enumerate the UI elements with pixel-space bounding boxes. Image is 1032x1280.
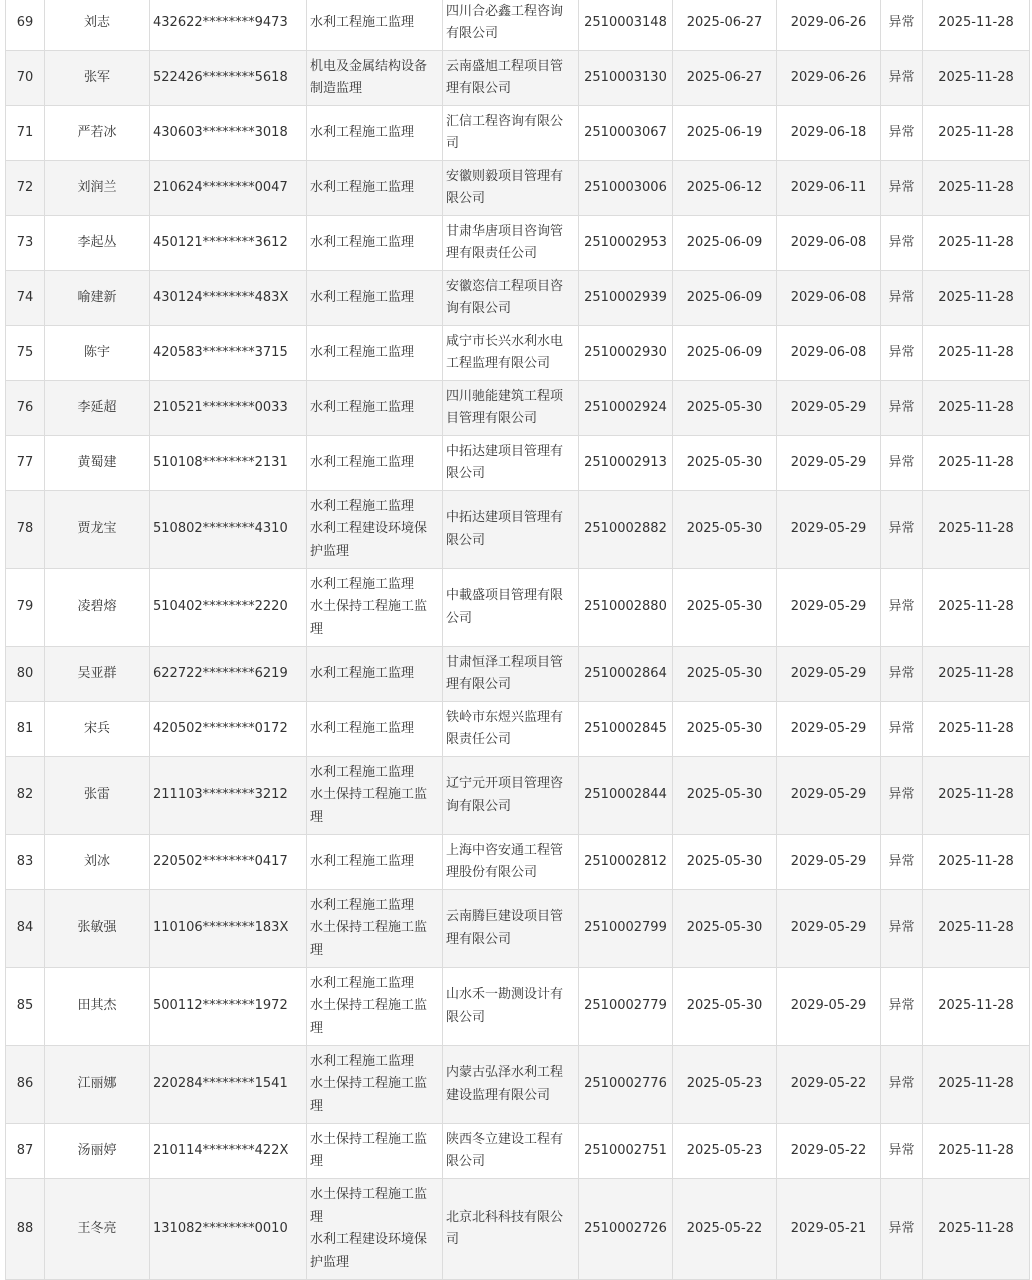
cell-specialty: [307, 890, 443, 968]
cell-expiry-date: 2029-05-29: [777, 381, 881, 436]
cell-specialty: [307, 216, 443, 271]
cell-expiry-date: 2029-05-29: [777, 647, 881, 702]
table-row: [6, 271, 1030, 326]
cell-number: 87: [6, 1124, 45, 1179]
cell-name: 喻建新: [45, 271, 150, 326]
cell-certificate-number: 2510003130: [579, 51, 673, 106]
cell-name: 李延超: [45, 381, 150, 436]
cell-name: 汤丽婷: [45, 1124, 150, 1179]
specialty-item: 水利工程施工监理: [310, 764, 415, 780]
table-row: [6, 436, 1030, 491]
cell-status: 异常: [881, 436, 923, 491]
specialty-item: 水利工程施工监理: [310, 344, 415, 360]
cell-record-date: 2025-11-28: [923, 757, 1030, 835]
cell-expiry-date: 2029-05-29: [777, 757, 881, 835]
cell-certificate-number: 2510002845: [579, 702, 673, 757]
cell-issue-date: 2025-05-30: [673, 381, 777, 436]
cell-expiry-date: 2029-05-29: [777, 890, 881, 968]
cell-number: 74: [6, 271, 45, 326]
cell-specialty: [307, 647, 443, 702]
cell-number: 81: [6, 702, 45, 757]
cell-certificate-number: 2510002844: [579, 757, 673, 835]
cell-specialty: [307, 326, 443, 381]
cell-issue-date: 2025-05-30: [673, 647, 777, 702]
cell-record-date: 2025-11-28: [923, 1046, 1030, 1124]
cell-issue-date: 2025-06-27: [673, 0, 777, 51]
cell-certificate-number: 2510002953: [579, 216, 673, 271]
cell-issue-date: 2025-06-09: [673, 216, 777, 271]
cell-certificate-number: 2510002726: [579, 1179, 673, 1280]
cell-issue-date: 2025-05-30: [673, 491, 777, 569]
cell-certificate-number: 2510002924: [579, 381, 673, 436]
cell-id-number: 510802********4310: [150, 491, 307, 569]
cell-record-date: 2025-11-28: [923, 216, 1030, 271]
cell-issue-date: 2025-06-12: [673, 161, 777, 216]
cell-number: 72: [6, 161, 45, 216]
table-row: [6, 1179, 1030, 1280]
cell-number: 75: [6, 326, 45, 381]
cell-status: 异常: [881, 968, 923, 1046]
specialty-item: 水利工程施工监理: [310, 853, 415, 869]
table-row: [6, 968, 1030, 1046]
cell-record-date: 2025-11-28: [923, 1179, 1030, 1280]
table-row: [6, 890, 1030, 968]
cell-specialty: [307, 835, 443, 890]
cell-id-number: 210114********422X: [150, 1124, 307, 1179]
supervisor-table: [5, 0, 1030, 1280]
cell-number: 77: [6, 436, 45, 491]
cell-certificate-number: 2510002880: [579, 569, 673, 647]
cell-expiry-date: 2029-05-29: [777, 436, 881, 491]
cell-id-number: 430124********483X: [150, 271, 307, 326]
cell-certificate-number: 2510002930: [579, 326, 673, 381]
table-row: [6, 381, 1030, 436]
cell-id-number: 420502********0172: [150, 702, 307, 757]
specialty-item: 水土保持工程施工监理: [310, 787, 428, 825]
cell-certificate-number: 2510002776: [579, 1046, 673, 1124]
cell-id-number: 500112********1972: [150, 968, 307, 1046]
cell-specialty: [307, 1179, 443, 1280]
cell-company: 云南腾巨建设项目管理有限公司: [443, 890, 579, 968]
cell-specialty: [307, 0, 443, 51]
cell-certificate-number: 2510002864: [579, 647, 673, 702]
cell-number: 76: [6, 381, 45, 436]
specialty-item: 水利工程施工监理: [310, 179, 415, 195]
cell-expiry-date: 2029-05-21: [777, 1179, 881, 1280]
cell-specialty: [307, 381, 443, 436]
cell-company: 甘肃华唐项目咨询管理有限责任公司: [443, 216, 579, 271]
cell-id-number: 510402********2220: [150, 569, 307, 647]
cell-specialty: [307, 271, 443, 326]
cell-company: 安徽恣信工程项目咨询有限公司: [443, 271, 579, 326]
cell-issue-date: 2025-05-30: [673, 757, 777, 835]
cell-expiry-date: 2029-05-29: [777, 702, 881, 757]
specialty-item: 水利工程施工监理: [310, 665, 415, 681]
cell-expiry-date: 2029-06-08: [777, 271, 881, 326]
cell-certificate-number: 2510003148: [579, 0, 673, 51]
cell-issue-date: 2025-05-30: [673, 569, 777, 647]
cell-company: 四川驰能建筑工程项目管理有限公司: [443, 381, 579, 436]
cell-status: 异常: [881, 381, 923, 436]
cell-name: 刘冰: [45, 835, 150, 890]
cell-issue-date: 2025-06-09: [673, 326, 777, 381]
cell-name: 田其杰: [45, 968, 150, 1046]
cell-status: 异常: [881, 702, 923, 757]
cell-status: 异常: [881, 216, 923, 271]
specialty-item: 水利工程施工监理: [310, 234, 415, 250]
cell-id-number: 210521********0033: [150, 381, 307, 436]
cell-expiry-date: 2029-06-26: [777, 0, 881, 51]
cell-number: 82: [6, 757, 45, 835]
cell-status: 异常: [881, 106, 923, 161]
cell-issue-date: 2025-05-30: [673, 835, 777, 890]
cell-status: 异常: [881, 271, 923, 326]
cell-status: 异常: [881, 1046, 923, 1124]
cell-name: 王冬亮: [45, 1179, 150, 1280]
cell-expiry-date: 2029-06-08: [777, 216, 881, 271]
cell-record-date: 2025-11-28: [923, 1124, 1030, 1179]
cell-record-date: 2025-11-28: [923, 0, 1030, 51]
specialty-item: 水利工程建设环境保护监理: [310, 521, 428, 559]
cell-record-date: 2025-11-28: [923, 835, 1030, 890]
specialty-item: 水利工程施工监理: [310, 720, 415, 736]
table-row: [6, 51, 1030, 106]
cell-specialty: [307, 51, 443, 106]
cell-company: 上海中咨安通工程管理股份有限公司: [443, 835, 579, 890]
cell-specialty: [307, 491, 443, 569]
specialty-item: 水利工程施工监理: [310, 14, 415, 30]
specialty-item: 水土保持工程施工监理: [310, 920, 428, 958]
specialty-item: 机电及金属结构设备制造监理: [310, 58, 428, 96]
cell-status: 异常: [881, 647, 923, 702]
cell-issue-date: 2025-06-19: [673, 106, 777, 161]
cell-company: 陕西冬立建设工程有限公司: [443, 1124, 579, 1179]
cell-id-number: 420583********3715: [150, 326, 307, 381]
cell-certificate-number: 2510002939: [579, 271, 673, 326]
cell-id-number: 432622********9473: [150, 0, 307, 51]
cell-company: 汇信工程咨询有限公司: [443, 106, 579, 161]
cell-record-date: 2025-11-28: [923, 436, 1030, 491]
specialty-item: 水利工程施工监理: [310, 454, 415, 470]
cell-specialty: [307, 968, 443, 1046]
cell-specialty: [307, 436, 443, 491]
cell-company: 咸宁市长兴水利水电工程监理有限公司: [443, 326, 579, 381]
cell-number: 84: [6, 890, 45, 968]
cell-expiry-date: 2029-05-22: [777, 1046, 881, 1124]
cell-company: 北京北科科技有限公司: [443, 1179, 579, 1280]
cell-issue-date: 2025-05-30: [673, 702, 777, 757]
cell-id-number: 211103********3212: [150, 757, 307, 835]
cell-number: 83: [6, 835, 45, 890]
cell-company: 四川合必鑫工程咨询有限公司: [443, 0, 579, 51]
cell-name: 张敏强: [45, 890, 150, 968]
table-body: [6, 0, 1030, 1280]
cell-name: 刘润兰: [45, 161, 150, 216]
cell-company: 中拓达建项目管理有限公司: [443, 436, 579, 491]
cell-record-date: 2025-11-28: [923, 161, 1030, 216]
cell-status: 异常: [881, 51, 923, 106]
cell-certificate-number: 2510002913: [579, 436, 673, 491]
cell-record-date: 2025-11-28: [923, 106, 1030, 161]
cell-number: 88: [6, 1179, 45, 1280]
cell-id-number: 110106********183X: [150, 890, 307, 968]
cell-name: 凌碧熔: [45, 569, 150, 647]
cell-number: 80: [6, 647, 45, 702]
cell-status: 异常: [881, 0, 923, 51]
cell-record-date: 2025-11-28: [923, 647, 1030, 702]
cell-record-date: 2025-11-28: [923, 968, 1030, 1046]
cell-expiry-date: 2029-05-29: [777, 835, 881, 890]
cell-certificate-number: 2510002882: [579, 491, 673, 569]
specialty-item: 水利工程施工监理: [310, 399, 415, 415]
table-row: [6, 702, 1030, 757]
cell-expiry-date: 2029-06-08: [777, 326, 881, 381]
cell-expiry-date: 2029-05-29: [777, 569, 881, 647]
cell-company: 中拓达建项目管理有限公司: [443, 491, 579, 569]
table-row: [6, 835, 1030, 890]
cell-number: 73: [6, 216, 45, 271]
cell-issue-date: 2025-05-30: [673, 436, 777, 491]
specialty-item: 水土保持工程施工监理: [310, 1076, 428, 1114]
cell-id-number: 430603********3018: [150, 106, 307, 161]
cell-id-number: 220502********0417: [150, 835, 307, 890]
cell-issue-date: 2025-05-30: [673, 968, 777, 1046]
cell-issue-date: 2025-05-30: [673, 890, 777, 968]
cell-number: 79: [6, 569, 45, 647]
table-row: [6, 216, 1030, 271]
cell-company: 云南盛旭工程项目管理有限公司: [443, 51, 579, 106]
cell-status: 异常: [881, 161, 923, 216]
cell-company: 内蒙古弘泽水利工程建设监理有限公司: [443, 1046, 579, 1124]
cell-issue-date: 2025-05-23: [673, 1124, 777, 1179]
specialty-item: 水利工程施工监理: [310, 124, 415, 140]
cell-name: 江丽娜: [45, 1046, 150, 1124]
cell-name: 刘志: [45, 0, 150, 51]
table-row: [6, 326, 1030, 381]
cell-issue-date: 2025-05-22: [673, 1179, 777, 1280]
cell-company: 中載盛项目管理有限公司: [443, 569, 579, 647]
specialty-item: 水利工程施工监理: [310, 498, 415, 514]
cell-id-number: 220284********1541: [150, 1046, 307, 1124]
cell-expiry-date: 2029-05-22: [777, 1124, 881, 1179]
cell-specialty: [307, 1124, 443, 1179]
cell-company: 甘肃恒泽工程项目管理有限公司: [443, 647, 579, 702]
cell-issue-date: 2025-06-27: [673, 51, 777, 106]
cell-record-date: 2025-11-28: [923, 381, 1030, 436]
cell-id-number: 131082********0010: [150, 1179, 307, 1280]
cell-specialty: [307, 569, 443, 647]
cell-name: 陈宇: [45, 326, 150, 381]
specialty-item: 水土保持工程施工监理: [310, 1131, 428, 1169]
cell-number: 86: [6, 1046, 45, 1124]
cell-status: 异常: [881, 835, 923, 890]
cell-number: 69: [6, 0, 45, 51]
cell-specialty: [307, 161, 443, 216]
cell-id-number: 622722********6219: [150, 647, 307, 702]
cell-record-date: 2025-11-28: [923, 491, 1030, 569]
cell-name: 李起丛: [45, 216, 150, 271]
cell-status: 异常: [881, 757, 923, 835]
cell-number: 70: [6, 51, 45, 106]
cell-status: 异常: [881, 1124, 923, 1179]
cell-number: 78: [6, 491, 45, 569]
cell-certificate-number: 2510003067: [579, 106, 673, 161]
cell-name: 严若冰: [45, 106, 150, 161]
cell-expiry-date: 2029-05-29: [777, 968, 881, 1046]
cell-id-number: 450121********3612: [150, 216, 307, 271]
cell-record-date: 2025-11-28: [923, 271, 1030, 326]
table-row: [6, 161, 1030, 216]
cell-company: 安徽则毅项目管理有限公司: [443, 161, 579, 216]
table-row: [6, 0, 1030, 51]
specialty-item: 水土保持工程施工监理: [310, 1187, 428, 1225]
cell-certificate-number: 2510002779: [579, 968, 673, 1046]
table-row: [6, 1046, 1030, 1124]
cell-record-date: 2025-11-28: [923, 51, 1030, 106]
cell-certificate-number: 2510003006: [579, 161, 673, 216]
table-row: [6, 757, 1030, 835]
cell-company: 铁岭市东煜兴监理有限责任公司: [443, 702, 579, 757]
cell-expiry-date: 2029-06-11: [777, 161, 881, 216]
specialty-item: 水利工程施工监理: [310, 1053, 415, 1069]
cell-certificate-number: 2510002799: [579, 890, 673, 968]
cell-issue-date: 2025-06-09: [673, 271, 777, 326]
cell-specialty: [307, 757, 443, 835]
cell-id-number: 210624********0047: [150, 161, 307, 216]
cell-expiry-date: 2029-05-29: [777, 491, 881, 569]
cell-id-number: 510108********2131: [150, 436, 307, 491]
cell-expiry-date: 2029-06-26: [777, 51, 881, 106]
cell-name: 黄蜀建: [45, 436, 150, 491]
cell-specialty: [307, 1046, 443, 1124]
cell-certificate-number: 2510002812: [579, 835, 673, 890]
cell-status: 异常: [881, 491, 923, 569]
cell-company: 山水禾一勘测设计有限公司: [443, 968, 579, 1046]
specialty-item: 水利工程建设环境保护监理: [310, 1232, 428, 1270]
table-row: [6, 491, 1030, 569]
cell-company: 辽宁元开项目管理咨询有限公司: [443, 757, 579, 835]
cell-status: 异常: [881, 890, 923, 968]
cell-name: 张雷: [45, 757, 150, 835]
cell-specialty: [307, 702, 443, 757]
cell-status: 异常: [881, 1179, 923, 1280]
cell-status: 异常: [881, 569, 923, 647]
table-row: [6, 569, 1030, 647]
table-row: [6, 106, 1030, 161]
cell-number: 85: [6, 968, 45, 1046]
cell-certificate-number: 2510002751: [579, 1124, 673, 1179]
cell-record-date: 2025-11-28: [923, 569, 1030, 647]
specialty-item: 水利工程施工监理: [310, 975, 415, 991]
specialty-item: 水利工程施工监理: [310, 576, 415, 592]
cell-status: 异常: [881, 326, 923, 381]
table-row: [6, 1124, 1030, 1179]
specialty-item: 水利工程施工监理: [310, 289, 415, 305]
cell-record-date: 2025-11-28: [923, 702, 1030, 757]
cell-name: 吴亚群: [45, 647, 150, 702]
cell-id-number: 522426********5618: [150, 51, 307, 106]
specialty-item: 水土保持工程施工监理: [310, 998, 428, 1036]
table-row: [6, 647, 1030, 702]
cell-name: 张军: [45, 51, 150, 106]
cell-specialty: [307, 106, 443, 161]
cell-name: 贾龙宝: [45, 491, 150, 569]
cell-name: 宋兵: [45, 702, 150, 757]
cell-record-date: 2025-11-28: [923, 890, 1030, 968]
cell-number: 71: [6, 106, 45, 161]
cell-record-date: 2025-11-28: [923, 326, 1030, 381]
cell-expiry-date: 2029-06-18: [777, 106, 881, 161]
cell-issue-date: 2025-05-23: [673, 1046, 777, 1124]
specialty-item: 水土保持工程施工监理: [310, 599, 428, 637]
specialty-item: 水利工程施工监理: [310, 897, 415, 913]
